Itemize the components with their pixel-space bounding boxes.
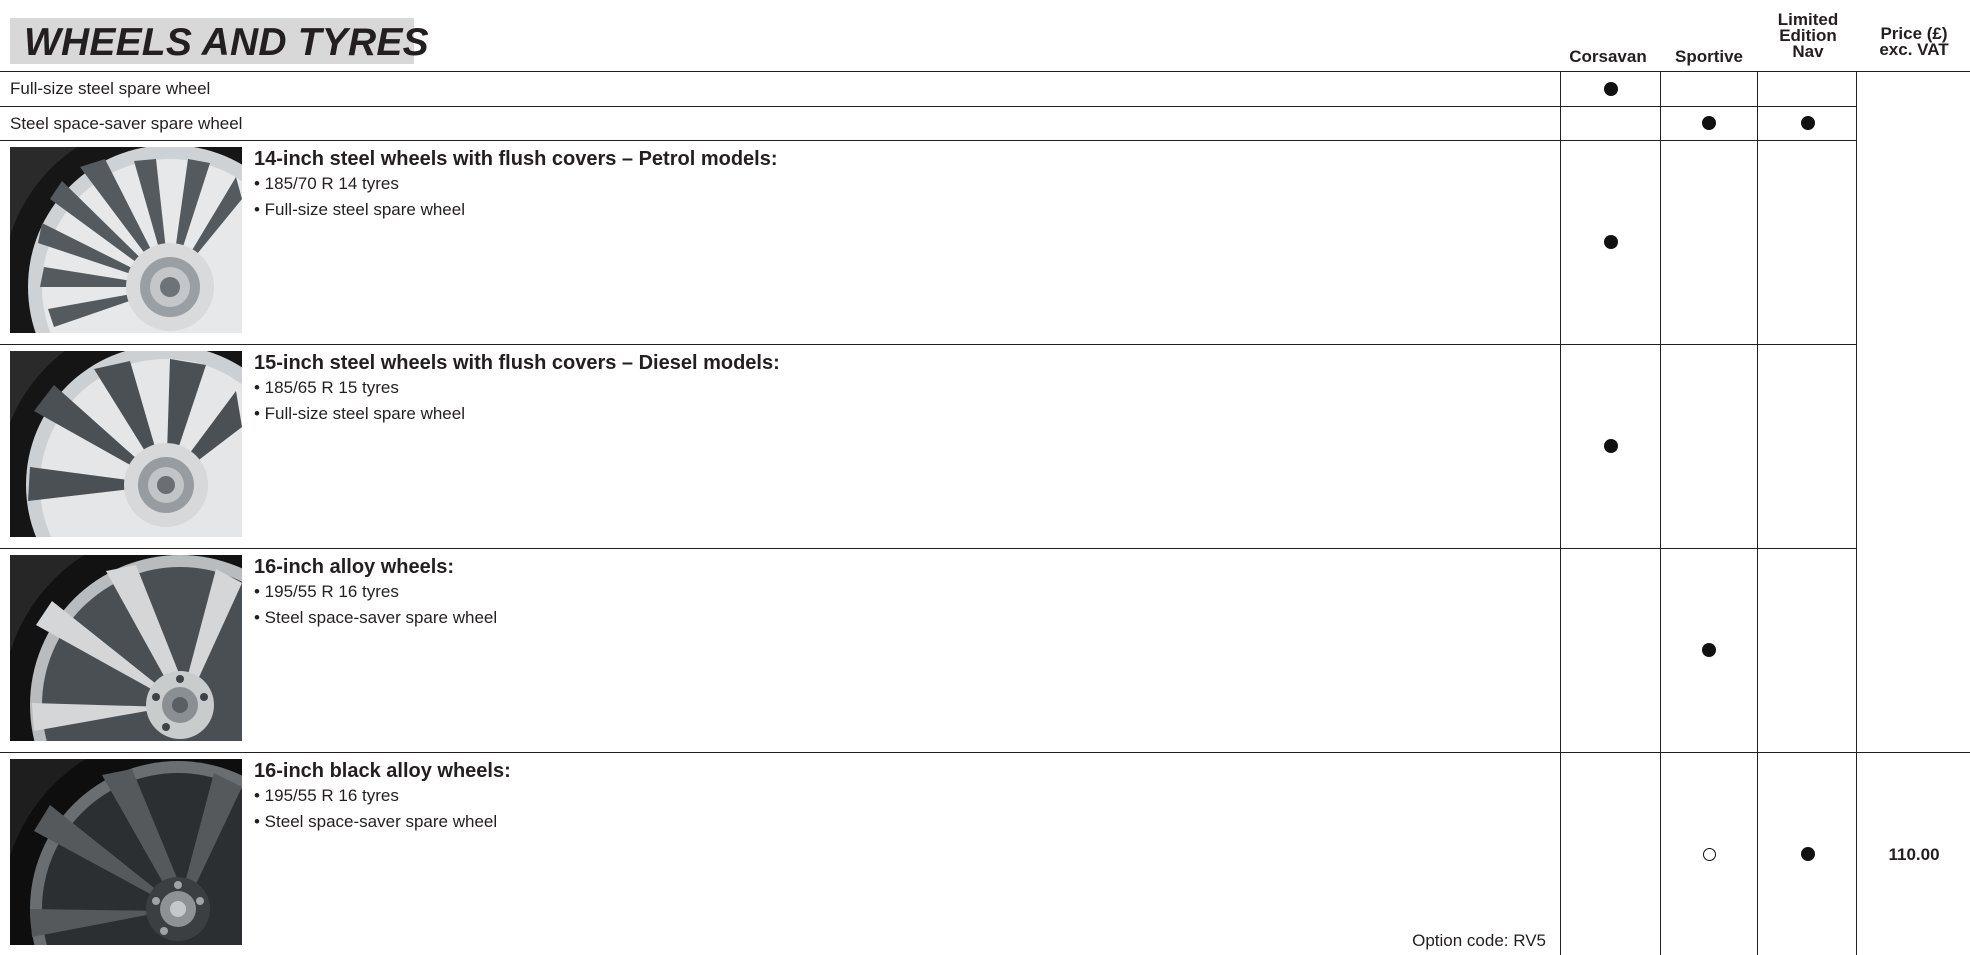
column-header-price-line-2: exc. VAT <box>1879 40 1949 59</box>
column-header-sportive <box>1660 49 1758 65</box>
wheel-spec-item: • Full-size steel spare wheel <box>254 404 465 423</box>
wheel-spec-item: • Full-size steel spare wheel <box>254 200 465 219</box>
wheel-title: 16-inch alloy wheels: <box>254 556 455 578</box>
steel-wheel-15-image <box>10 351 242 537</box>
row-label-space-saver-spare: Steel space-saver spare wheel <box>10 114 243 133</box>
standard-fitment-dot-icon <box>1801 847 1815 861</box>
column-header-limited-line-2: Edition <box>1779 26 1837 45</box>
wheel-spec-item: • Steel space-saver spare wheel <box>254 608 498 627</box>
steel-wheel-14-icon <box>10 147 242 333</box>
row-divider <box>0 106 1857 107</box>
column-header-price <box>1858 26 1970 58</box>
row-divider <box>0 140 1857 141</box>
steel-wheel-14-image <box>10 147 242 333</box>
column-header-limited-edition-nav <box>1758 12 1858 60</box>
row-divider <box>0 752 1970 753</box>
column-header-corsavan-label: Corsavan <box>1569 47 1647 66</box>
alloy-wheel-16-icon <box>10 555 242 741</box>
row-divider <box>0 344 1857 345</box>
column-header-corsavan <box>1556 49 1660 65</box>
black-alloy-wheel-16-image <box>10 759 242 945</box>
wheel-spec-item: • 185/65 R 15 tyres <box>254 378 399 397</box>
standard-fitment-dot-icon <box>1801 116 1815 130</box>
wheel-description-15-steel <box>254 351 780 427</box>
standard-fitment-dot-icon <box>1702 116 1716 130</box>
standard-fitment-dot-icon <box>1702 643 1716 657</box>
column-header-limited-line-3: Nav <box>1792 42 1824 61</box>
column-header-price-line-1: Price (£) <box>1880 24 1948 43</box>
wheel-title: 16-inch black alloy wheels: <box>254 760 511 782</box>
section-title: WHEELS AND TYRES <box>24 21 429 64</box>
wheel-description-16-alloy <box>254 555 497 631</box>
standard-fitment-dot-icon <box>1604 235 1618 249</box>
wheel-title: 15-inch steel wheels with flush covers – Diesel models: <box>254 352 780 374</box>
black-alloy-wheel-16-icon <box>10 759 242 945</box>
column-divider <box>1560 71 1561 955</box>
steel-wheel-15-icon <box>10 351 242 537</box>
wheel-spec-item: • 185/70 R 14 tyres <box>254 174 399 193</box>
optional-fitment-circle-icon <box>1703 848 1716 861</box>
option-code: Option code: RV5 <box>1412 931 1546 950</box>
row-label-full-size-spare: Full-size steel spare wheel <box>10 79 211 98</box>
wheel-description-14-steel <box>254 147 778 223</box>
column-divider <box>1757 71 1758 955</box>
column-header-sportive-label: Sportive <box>1674 47 1744 66</box>
column-divider <box>1856 71 1857 955</box>
wheel-spec-item: • Steel space-saver spare wheel <box>254 812 498 831</box>
wheel-description-16-black-alloy <box>254 759 511 835</box>
row-divider <box>0 548 1857 549</box>
column-header-limited-line-1: Limited <box>1777 10 1839 29</box>
wheel-spec-item: • 195/55 R 16 tyres <box>254 786 399 805</box>
column-divider <box>1660 71 1661 955</box>
standard-fitment-dot-icon <box>1604 439 1618 453</box>
standard-fitment-dot-icon <box>1604 82 1618 96</box>
header-rule <box>0 71 1970 72</box>
alloy-wheel-16-image <box>10 555 242 741</box>
wheel-spec-item: • 195/55 R 16 tyres <box>254 582 399 601</box>
option-price: 110.00 <box>1888 845 1940 864</box>
wheel-title: 14-inch steel wheels with flush covers – Petrol models: <box>254 148 778 170</box>
section-title-box <box>10 18 429 64</box>
